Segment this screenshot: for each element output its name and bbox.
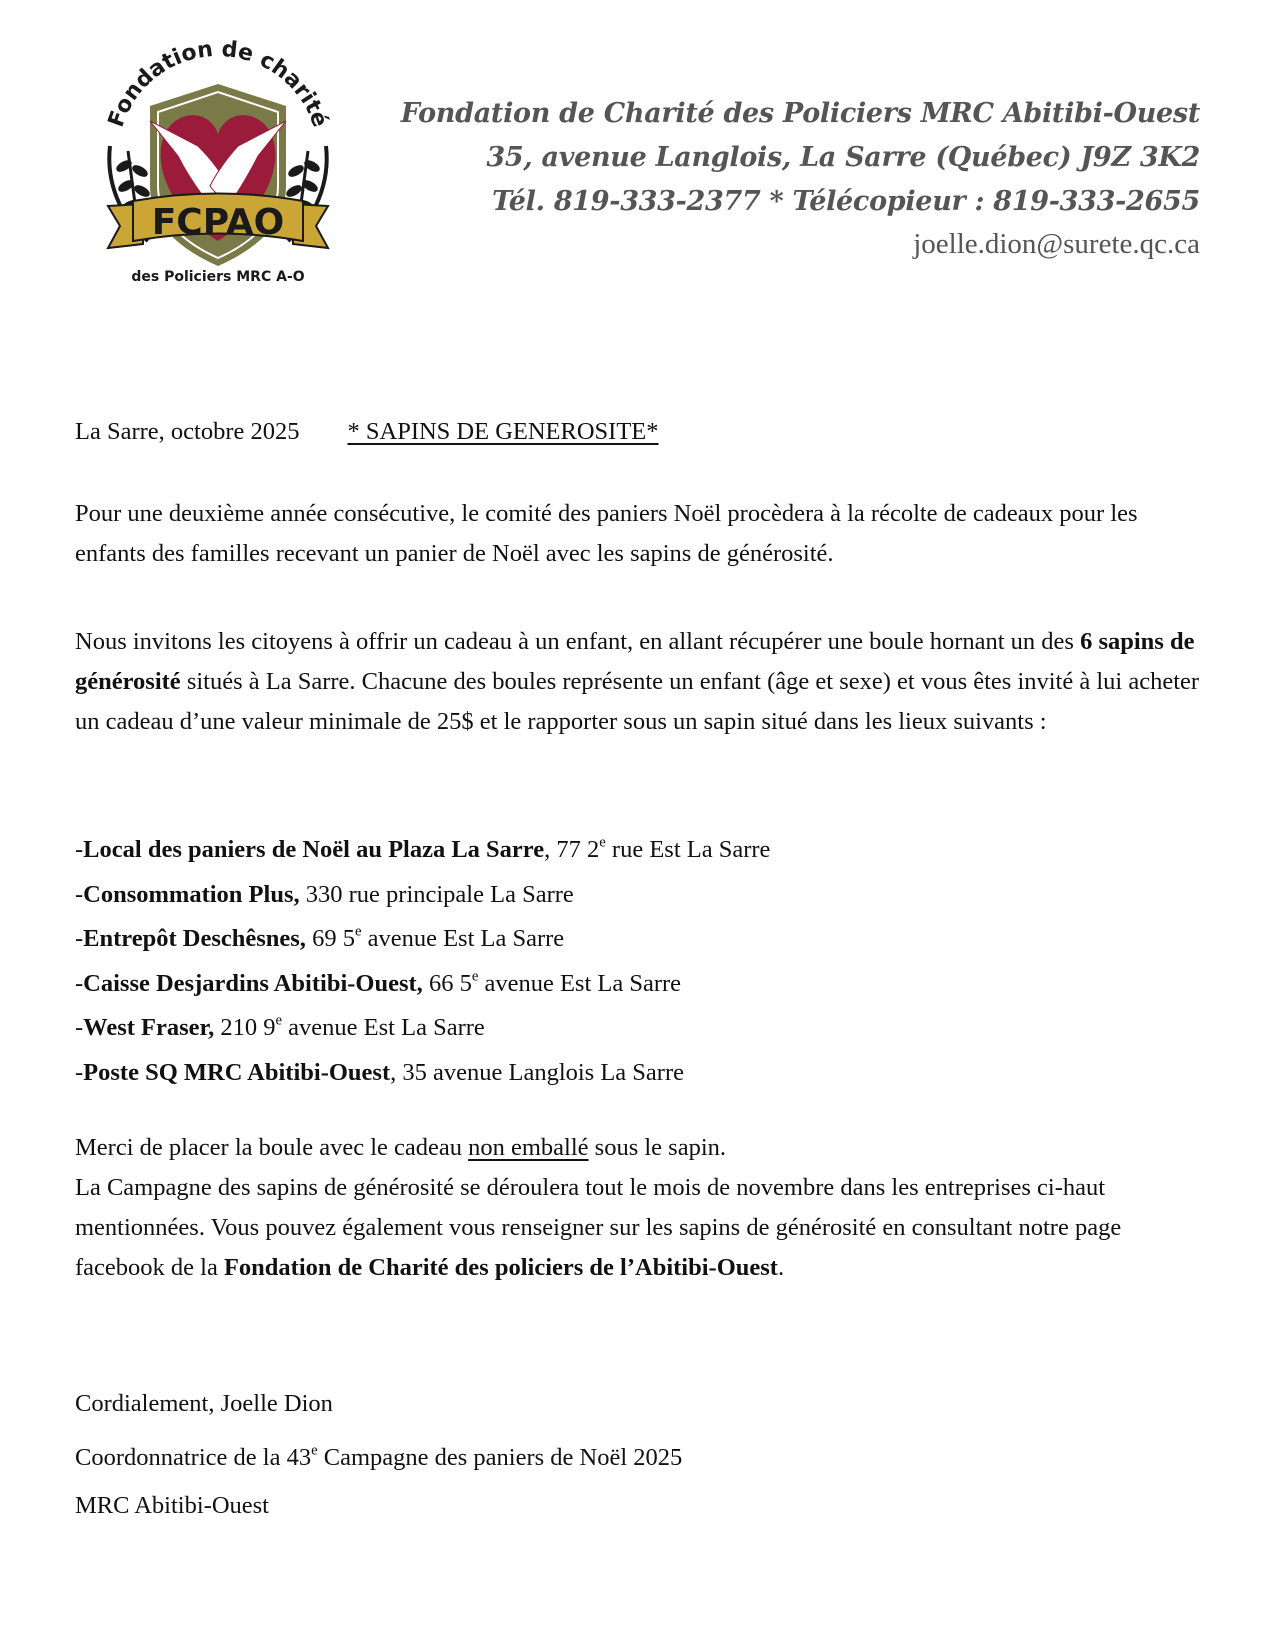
location-sup: e [471, 968, 479, 985]
location-name: West Fraser, [83, 1014, 215, 1041]
document-title: * SAPINS DE GENEROSITE* [347, 418, 659, 445]
facebook-page-name: Fondation de Charité des policiers de l’Abitibi-Ouest [223, 1254, 778, 1281]
invitation-paragraph [75, 622, 1205, 742]
letterhead [401, 92, 1200, 264]
letterhead-email[interactable]: joelle.dion@surete.qc.ca [913, 228, 1200, 260]
location-dash: - [75, 1058, 84, 1086]
location-address-rest: avenue Est La Sarre [361, 925, 565, 952]
foundation-logo [88, 36, 348, 296]
location-sep: , [544, 836, 557, 863]
location-item [75, 917, 1205, 962]
location-sup: e [275, 1012, 283, 1029]
campaign-text-end: . [777, 1254, 785, 1281]
location-item [75, 1051, 1205, 1096]
signatory-role [75, 1438, 1205, 1478]
location-address: 66 5 [428, 969, 472, 997]
location-name: Local des paniers de Noël au Plaza La Sarre [83, 836, 545, 863]
location-sup: e [599, 834, 606, 851]
location-dash: - [75, 1014, 84, 1041]
logo-bottom-text: des Policiers MRC A-O [131, 269, 305, 285]
instructions-text-end: sous le sapin. [588, 1134, 727, 1161]
location-item [75, 828, 1205, 873]
role-text: Coordonnatrice de la 43 [75, 1444, 312, 1471]
invitation-text-1: Nous invitons les citoyens à offrir un cadeau à un enfant, en allant récupérer une boule hornant un des [75, 628, 1081, 655]
location-item [75, 1006, 1205, 1051]
location-address: 210 9 [220, 1014, 276, 1041]
role-sup: e [311, 1442, 318, 1459]
location-sep: , [390, 1058, 403, 1086]
instructions-paragraph [75, 1128, 1205, 1288]
signatory-org: MRC Abitibi-Ouest [75, 1492, 269, 1519]
role-text-rest: Campagne des paniers de Noël 2025 [317, 1444, 683, 1471]
location-address: 35 avenue Langlois La Sarre [402, 1058, 685, 1086]
instructions-line-1 [75, 1128, 1205, 1168]
campaign-text: La Campagne des sapins de générosité se déroulera tout le mois de novembre dans les entreprises ci-haut mentionnées. Vous pouvez également vous renseigner sur les sapins de générosité en consultant notre page facebook de la [75, 1174, 1122, 1281]
location-address-rest: avenue Est La Sarre [282, 1014, 485, 1041]
letterhead-address: 35, avenue Langlois, La Sarre (Québec) J9Z 3K2 [486, 142, 1200, 173]
location-address: 330 rue principale La Sarre [305, 880, 574, 908]
date-title-line [75, 412, 1205, 452]
location-sup: e [354, 923, 362, 940]
place-date: La Sarre, octobre 2025 [75, 418, 300, 445]
location-address-rest: avenue Est La Sarre [478, 969, 682, 997]
invitation-bold: 6 sapins de générosité [75, 628, 1195, 695]
locations-list [75, 828, 1205, 1095]
location-dash: - [75, 836, 84, 863]
location-dash: - [75, 969, 84, 997]
intro-paragraph: Pour une deuxième année consécutive, le comité des paniers Noël procèdera à la récolte de cadeaux pour les enfants des familles recevant un panier de Noël avec les sapins de générosité. [75, 500, 1138, 567]
logo-emblem [88, 36, 348, 296]
closing-signature: Cordialement, Joelle Dion [75, 1390, 333, 1417]
location-dash: - [75, 925, 84, 952]
letterhead-phone-fax: Tél. 819-333-2377 * Télécopieur : 819-333-2655 [492, 186, 1200, 217]
location-address-rest: rue Est La Sarre [605, 836, 771, 863]
instructions-text: Merci de placer la boule avec le cadeau [75, 1134, 469, 1161]
logo-banner-text: FCPAO [151, 202, 285, 243]
location-name: Poste SQ MRC Abitibi-Ouest [83, 1058, 391, 1086]
location-name: Consommation Plus, [83, 880, 300, 908]
location-item [75, 873, 1205, 918]
letterhead-org-name: Fondation de Charité des Policiers MRC Abitibi-Ouest [400, 98, 1200, 129]
location-address: 69 5 [312, 925, 355, 952]
logo-arc-text: Fondation de charité [103, 36, 333, 131]
location-dash: - [75, 880, 84, 908]
location-item [75, 962, 1205, 1007]
invitation-text-2: situés à La Sarre. Chacune des boules représente un enfant (âge et sexe) et vous êtes invité à lui acheter un cadeau d’une valeur minimale de 25$ et le rapporter sous un sapin situé dans les lieux suivants : [75, 668, 1200, 735]
location-address: 77 2 [556, 836, 600, 863]
campaign-info [75, 1168, 1205, 1288]
location-name: Entrepôt Deschêsnes, [83, 925, 306, 952]
location-name: Caisse Desjardins Abitibi-Ouest, [83, 969, 423, 997]
not-wrapped-emphasis: non emballé [468, 1134, 589, 1161]
